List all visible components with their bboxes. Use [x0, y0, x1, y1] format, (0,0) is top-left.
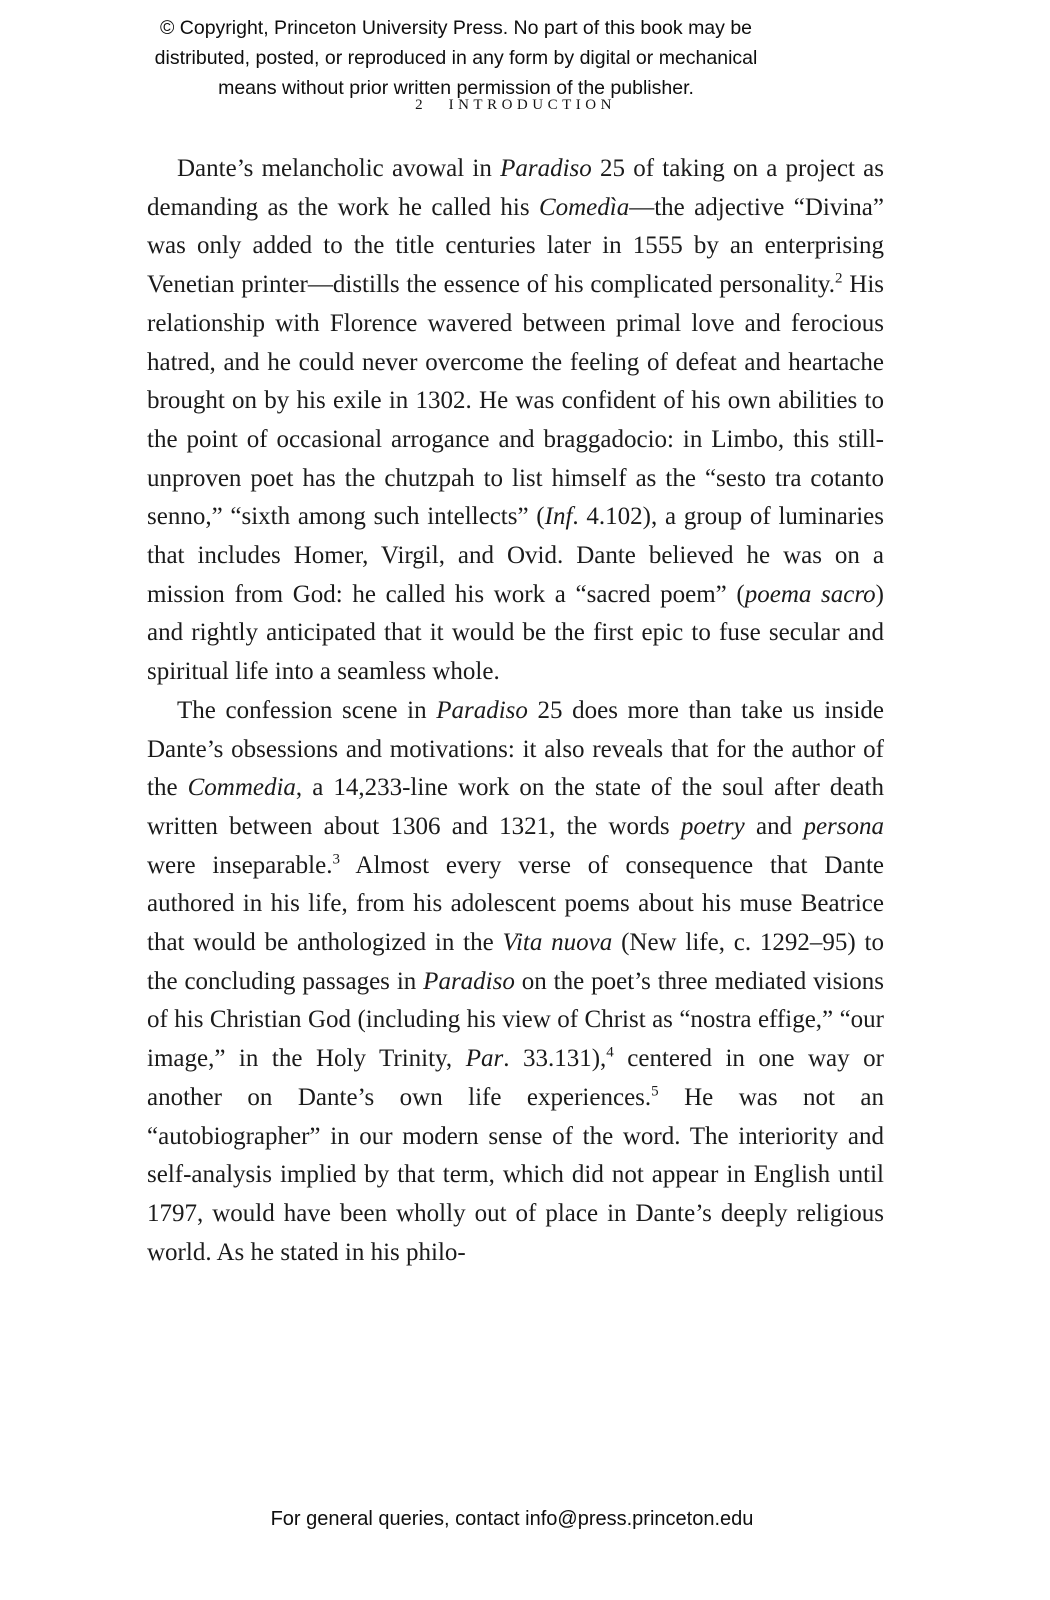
copyright-line: distributed, posted, or reproduced in any form by digital or mechanical [154, 47, 758, 69]
body-text [147, 150, 884, 1272]
copyright-line: © Copyright, Princeton University Press. No part of this book may be [159, 17, 753, 39]
page-number: 2 [415, 97, 423, 113]
footer-queries: For general queries, contact info@press.princeton.edu [270, 1508, 754, 1530]
body-paragraph: The confession scene in Paradiso 25 does more than take us inside Dante’s obsessions and motivations: it also reveals that for the author of the Commedia, a 14,233-line work on the state of the soul after death written between about 1306 and 1321, the words poetry and persona were inseparable.$^3$ Almost every verse of consequence that Dante authored in his life, from his adolescent poems about his muse Beatrice that would be anthologized in the Vita nuova (New life, c. 1292–95) to the concluding passages in Paradiso on the poet’s three mediated visions of his Christian God (including his view of Christ as “nostra effige,” “our image,” in the Holy Trinity, Par. 33.131),$^4$ centered in one way or another on Dante’s own life experiences.$^5$ He was not an “autobiographer” in our modern sense of the word. The interiority and self-analysis implied by that term, which did not appear in English until 1797, would have been wholly out of place in Dante’s deeply religious world. As he stated in his philo- [147, 696, 885, 1266]
running-head [147, 97, 884, 114]
body-paragraph: Dante’s melancholic avowal in Paradiso 25 of taking on a project as demanding as the work he called his Comedìa—the adjective “Divina” was only added to the title centuries later in 1555 by an enterprising Venetian printer—distills the essence of his complicated personality.$^2$ His relationship with Florence wavered between primal love and ferocious hatred, and he could never overcome the feeling of defeat and heartache brought on by his exile in 1302. He was confident of his own abilities to the point of occasional arrogance and braggadocio: in Limbo, this still-unproven poet has the chutzpah to list himself as the “sesto tra cotanto senno,” “sixth among such intellects” (Inf. 4.102), a group of luminaries that includes Homer, Virgil, and Ovid. Dante believed he was on a mission from God: he called his work a “sacred poem” (poema sacro) and rightly anticipated that it would be the first epic to fuse secular and spiritual life into a seamless whole. [147, 155, 884, 686]
chapter-title: INTRODUCTION [448, 97, 616, 113]
copyright-line: means without prior written permission of the publisher. [218, 77, 694, 99]
copyright-notice [0, 13, 912, 103]
